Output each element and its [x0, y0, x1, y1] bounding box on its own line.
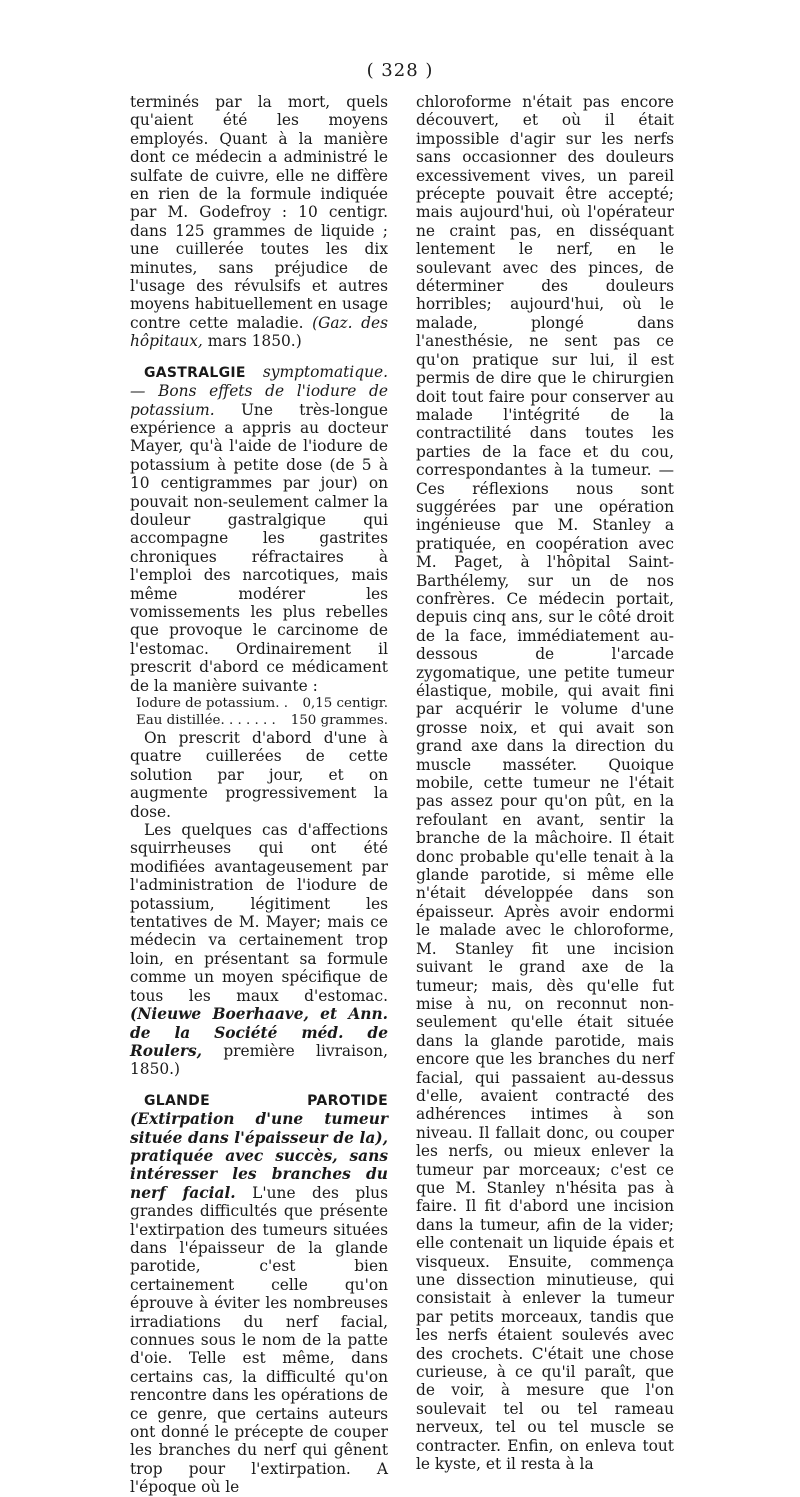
formula-row	[136, 695, 388, 712]
journal-source: (Gaz. des hôpitaux,	[130, 313, 388, 351]
paragraph-continuation: chloroforme n'était pas encore découvert, et où il était impossible d'agir sur les nerfs sans occasionner des douleurs excessivement vives, un pareil précepte pouvait être accepté; mais aujourd'hui, où l'opérateur ne craint pas, en disséquant lentement le nerf, en le soulevant avec des pinces, de déterminer des douleurs horribles; aujourd'hui, où le malade, plongé dans l'anesthésie, ne sent pas ce qu'on pratique sur lui, il est permis de dire que le chirurgien doit tout faire pour conserver au malade l'intégrité de la contractilité dans toutes les parties de la face et du cou, correspondantes à la tumeur. — Ces réflexions nous sont suggérées par une opération ingénieuse que M. Stanley a pratiquée, en coopération avec M. Paget, à l'hôpital Saint-Barthélemy, sur un de nos confrères. Ce médecin portait, depuis cinq ans, sur le côté droit de la face, immédiatement au-dessous de l'arcade zygomatique, une petite tumeur élastique, mobile, qui avait fini par acquérir le volume d'une grosse noix, et qui avait son grand axe dans la direction du muscle masséter. Quoique mobile, cette tumeur ne l'était pas assez pour qu'on pût, en la refoulant en avant, sentir la branche de la mâchoire. Il était donc probable qu'elle tenait à la glande parotide, si même elle n'était développée dans son épaisseur. Après avoir endormi le malade avec le chloroforme, M. Stanley fit une incision suivant le grand axe de la tumeur; mais, dès qu'elle fut mise à nu, on reconnut non-seulement qu'elle était située dans la glande parotide, mais encore que les branches du nerf facial, qui passaient au-dessus d'elle, avaient contracté des adhérences intimes à son niveau. Il fallait donc, ou couper les nerfs, ou mieux enlever la tumeur par morceaux; c'est ce que M. Stanley n'hésita pas à faire. Il fit d'abord une incision dans la tumeur, afin de la vider; elle contenait un liquide épais et visqueux. Ensuite, commença une dissection minutieuse, qui consistait à enlever la tumeur par petits morceaux, tandis que les nerfs étaient soulevés avec des crochets. C'était une chose curieuse, à ce qu'il paraît, que de voir, à mesure que l'on soulevait tel ou tel rameau nerveux, tel ou tel muscle se contracter. Enfin, on enleva tout le kyste, et il resta à la	[416, 93, 674, 1474]
article-glande-parotide	[130, 1091, 388, 1497]
journal-date: première livraison, 1850.)	[130, 1041, 388, 1079]
prescription-formula	[130, 695, 388, 729]
journal-date: mars 1850.)	[207, 332, 302, 351]
article-subtitle: symptomatique. —	[130, 362, 388, 401]
formula-ingredient: Iodure de potassium. .	[136, 696, 288, 711]
article-gastralgie	[130, 363, 388, 695]
paragraph-continuation: terminés par la mort, quels qu'aient été les moyens employés. Quant à la manière dont ce médecin a administré le sulfate de cuivre, elle ne diffère en rien de la formule indiquée par M. Godefroy : 10 centigr. dans 125 grammes de liquide ; une cuillerée toutes les dix minutes, sans préjudice de l'usage des révulsifs et autres moyens habituellement en usage contre cette maladie. (Gaz. des hôpitaux, mars 1850.)	[130, 93, 388, 351]
article-body: L'une des plus grandes difficultés que présente l'extirpation des tumeurs situées dans l'épaisseur de la glande parotide, c'est bien certainement celle qu'on éprouve à éviter les nombreuses irradiations du nerf facial, connues sous le nom de la patte d'oie. Telle est même, dans certains cas, la difficulté qu'on rencontre dans les opérations de ce genre, que certains auteurs ont donné le précepte de couper les branches du nerf qui gênent trop pour l'extirpation. A l'époque où le	[130, 1183, 388, 1497]
formula-quantity: 0,15 centigr.	[302, 696, 388, 711]
article-subtitle: (Extirpation d'une tumeur située dans l'épaisseur de la), pratiquée avec succès, sans intéresser les branches du nerf facial.	[130, 1110, 388, 1202]
journal-source: (Nieuwe Boerhaave, et Ann. de la Société méd. de Roulers,	[130, 1005, 388, 1060]
formula-row	[136, 712, 388, 729]
formula-ingredient: Eau distillée. . . . . . .	[136, 713, 276, 728]
paragraph: On prescrit d'abord d'une à quatre cuillerées de cette solution par jour, et on augmente progressivement la dose.	[130, 729, 388, 821]
page-number: ( 328 )	[366, 60, 434, 81]
formula-quantity: 150 grammes.	[290, 713, 388, 728]
article-title: GLANDE PAROTIDE	[144, 1092, 388, 1109]
right-column	[416, 93, 674, 1473]
article-title: GASTRALGIE	[144, 364, 246, 381]
article-body: Une très-longue expérience a appris au docteur Mayer, qu'à l'aide de l'iodure de potassium à petite dose (de 5 à 10 centigrammes par jour) on pouvait non-seulement calmer la douleur gastralgique qui accompagne les gastrites chroniques réfractaires à l'emploi des narcotiques, mais même modérer les vomissements les plus rebelles que provoque le carcinome de l'estomac. Ordinairement il prescrit d'abord ce médicament de la manière suivante :	[130, 400, 388, 695]
left-column	[130, 93, 388, 1497]
paragraph: Les quelques cas d'affections squirrheuses qui ont été modifiées avantageusement par l'administration de l'iodure de potassium, légitiment les tentatives de M. Mayer; mais ce médecin va certainement trop loin, en présentant sa formule comme un moyen spécifique de tous les maux d'estomac. (Nieuwe Boerhaave, et Ann. de la Société méd. de Roulers, première livraison, 1850.)	[130, 821, 388, 1079]
article-subtitle-2: Bons effets de l'iodure de potassium.	[130, 382, 388, 419]
